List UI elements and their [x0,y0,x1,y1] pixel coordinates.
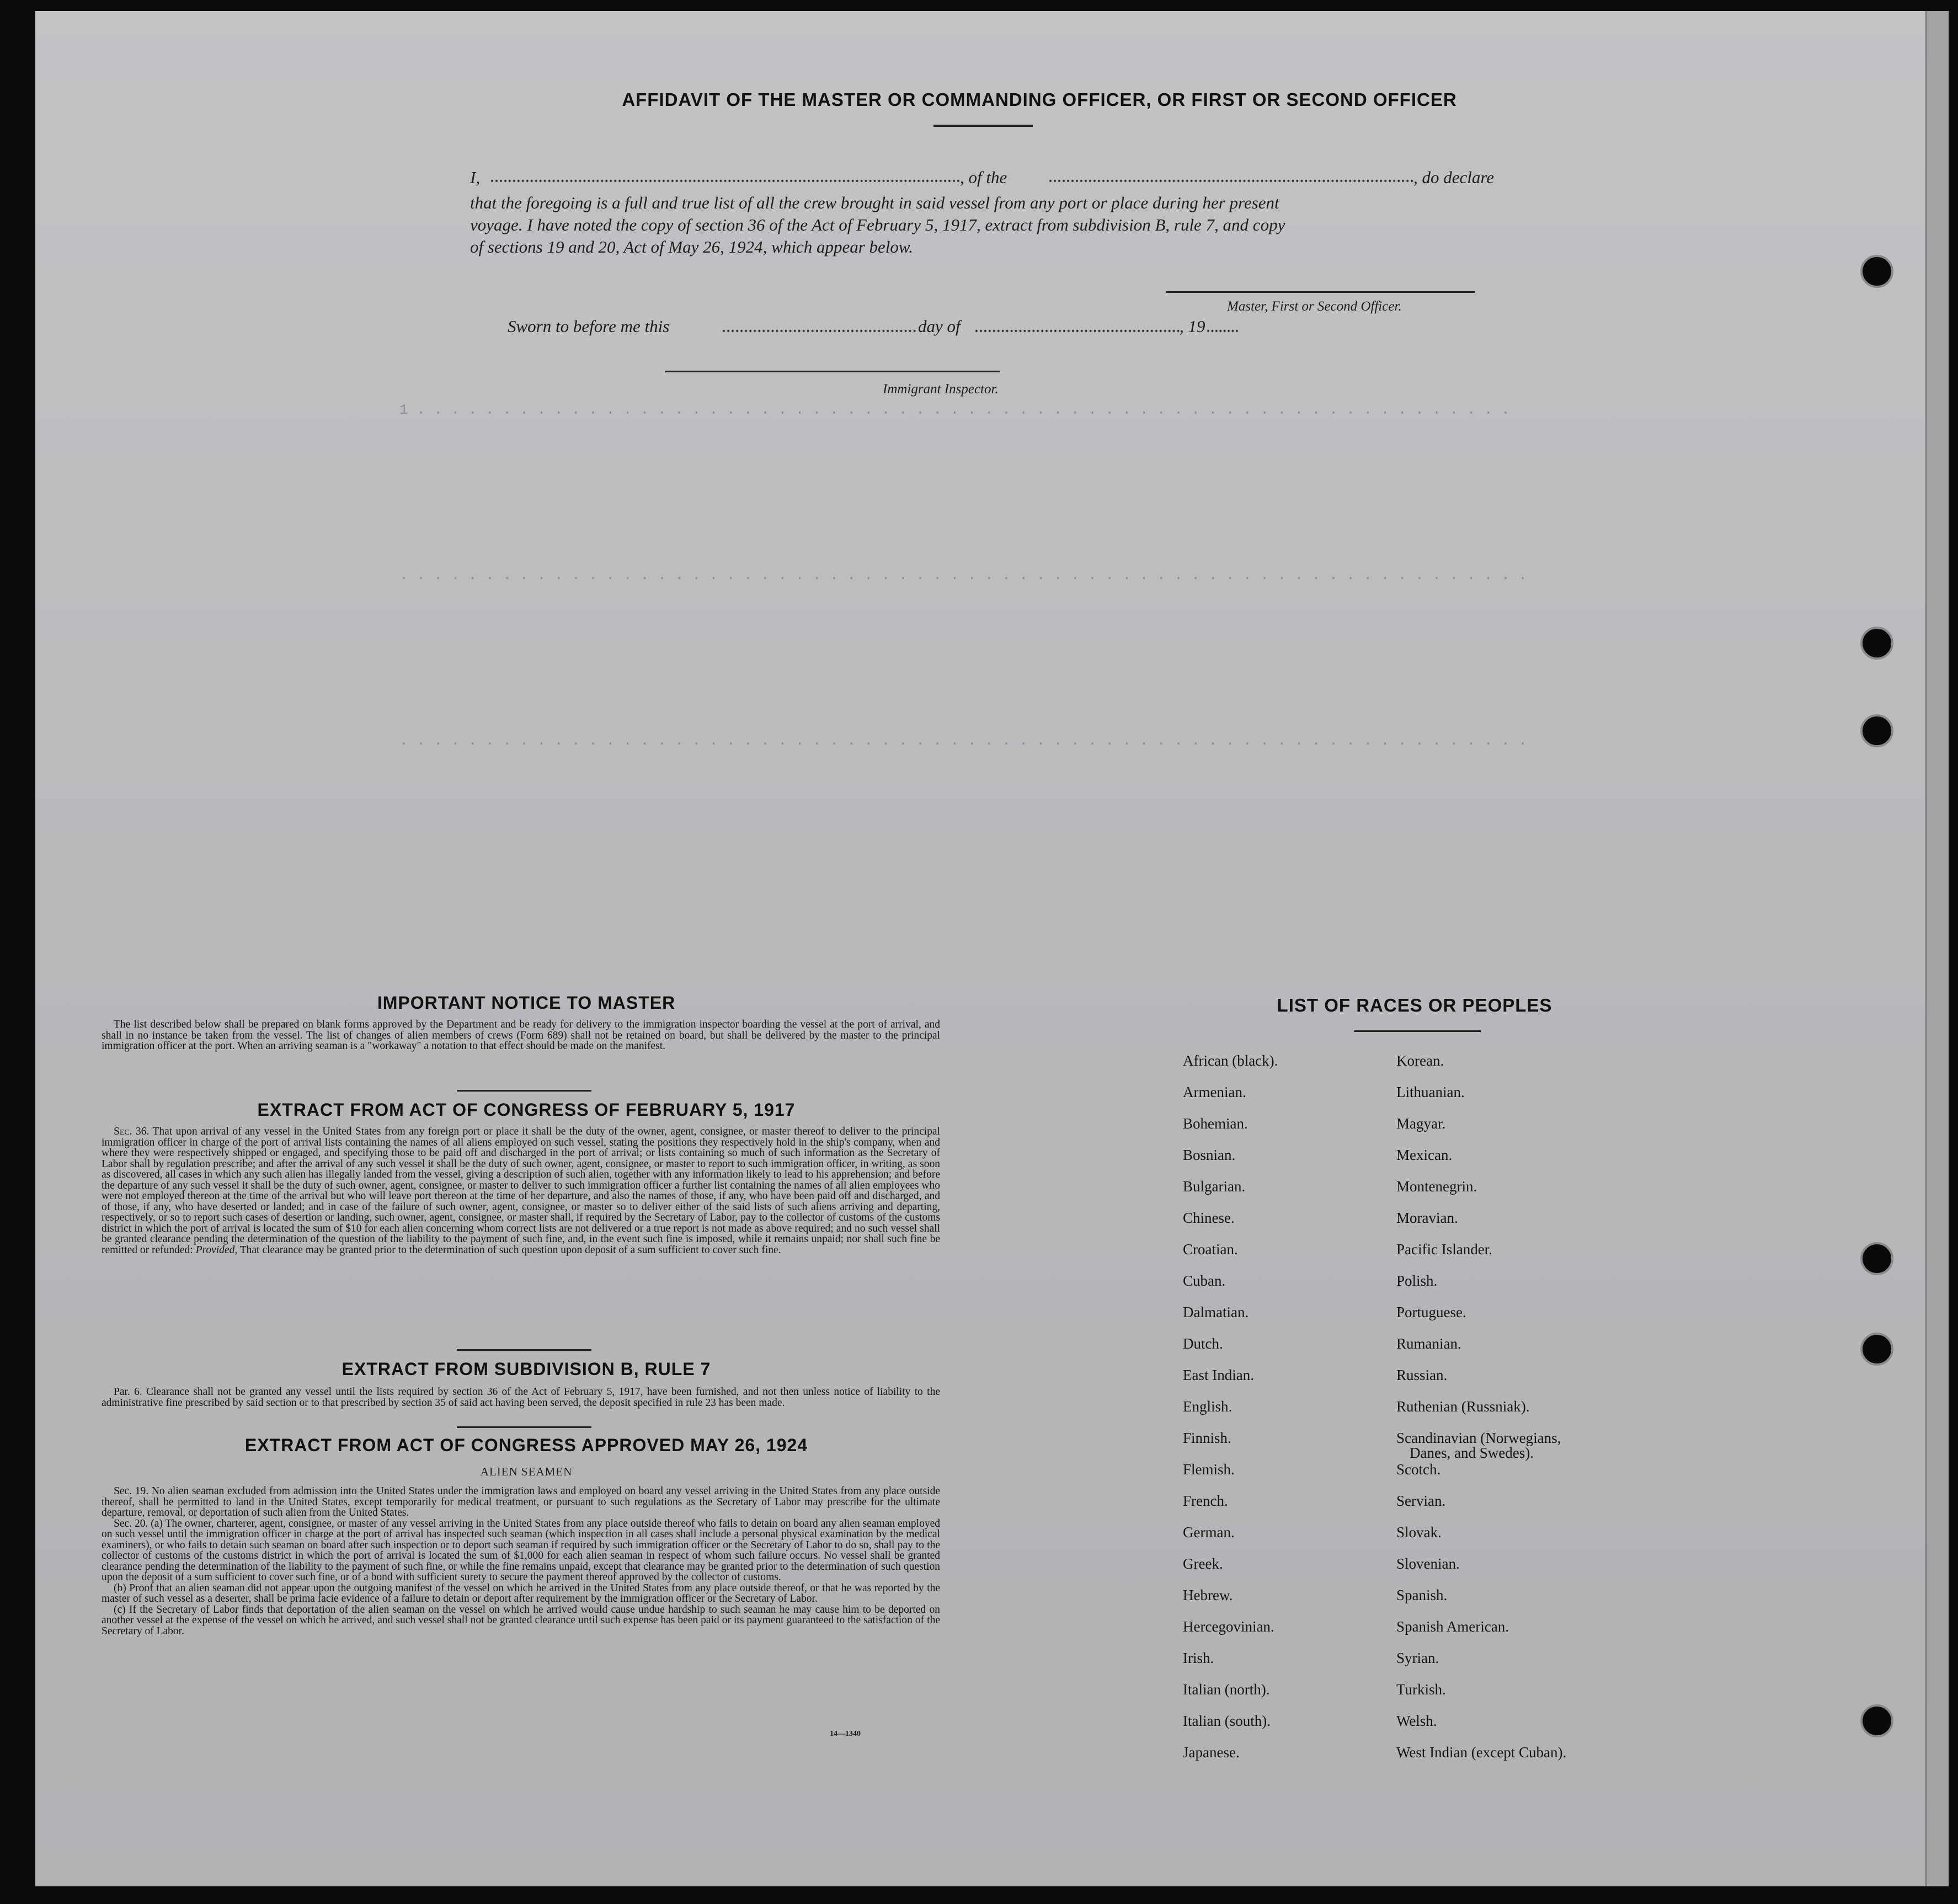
sec-19-paragraph: Sec. 19. No alien seaman excluded from admission into the United States under the immigration laws and employed on board any vessel arriving in the United States from any place outside thereof, shall be permitted to land in the United States, except temporarily for medical treatment, or pursuant to such regulations as the Secretary of Labor may prescribe for the ultimate departure, removal, or deportation of such alien from the United States. [102,1485,940,1518]
section-rule [457,1090,591,1092]
form-sheet [35,11,1925,1886]
race-item: Hercegovinian. [1183,1618,1274,1635]
provided-label: Provided, [195,1244,238,1256]
race-item: Ruthenian (Russniak). [1396,1398,1530,1415]
punch-hole [1860,1333,1893,1366]
rule-7-body [102,1387,940,1408]
sworn-year-field[interactable] [1207,330,1238,332]
sec-36-tail: That clearance may be granted prior to the determination of such question upon deposit of a sum sufficient to cover such fine. [239,1244,781,1256]
punch-hole [1860,1242,1893,1275]
sec-36-label: Sec. 36. [114,1126,150,1137]
race-item: Scandinavian (Norwegians, [1396,1430,1561,1446]
race-item: Portuguese. [1396,1304,1466,1320]
rule-7-title: EXTRACT FROM SUBDIVISION B, RULE 7 [342,1359,711,1379]
sec-36-paragraph [102,1126,940,1255]
race-item: Flemish. [1183,1461,1235,1478]
race-item: Chinese. [1183,1210,1235,1226]
race-item: Irish. [1183,1650,1214,1666]
race-item: Scotch. [1396,1461,1441,1478]
races-left-column [1183,1052,1370,1775]
sworn-month-field[interactable] [975,330,1180,332]
vessel-name-field[interactable] [1049,180,1413,182]
race-item: Syrian. [1396,1650,1439,1666]
race-item: Mexican. [1396,1147,1453,1163]
race-item: Magyar. [1396,1115,1446,1132]
race-item: Servian. [1396,1493,1446,1509]
sec-20b-paragraph: (b) Proof that an alien seaman did not appear upon the outgoing manifest of the vessel on which he arrived in the United States from any place outside thereof, or that he was reported by the master of such vessel as a deserter, shall be prima facie evidence of a failure to detain or deport after requirement by the immigration officer or the Secretary of Labor. [102,1582,940,1605]
race-item: Dalmatian. [1183,1304,1249,1320]
bleed-through-text: 1 . . . . . . . . . . . . . . . . . . . . . . . . . . . . . . . . . . . . . . . . . . . . . . . . . . . . . . . . . . . . . . . . [399,402,1510,418]
affidavit-do-declare: , do declare [1413,168,1495,187]
race-item: Bulgarian. [1183,1178,1246,1195]
affidavit-line-3: voyage. I have noted the copy of section 36 of the Act of February 5, 1917, extract from subdivision B, rule 7, and copy [470,215,1285,234]
race-item: Rumanian. [1396,1335,1461,1352]
race-item: English. [1183,1398,1233,1415]
race-item: East Indian. [1183,1367,1254,1383]
affidavit-title: AFFIDAVIT OF THE MASTER OR COMMANDING OFFICER, OR FIRST OR SECOND OFFICER [622,89,1457,110]
race-item: Spanish. [1396,1587,1448,1603]
race-item: Welsh. [1396,1713,1437,1729]
race-item: Montenegrin. [1396,1178,1477,1195]
race-item: Japanese. [1183,1744,1240,1761]
declarant-name-field[interactable] [491,180,960,182]
affidavit-of-the: , of the [960,168,1007,187]
race-item: Armenian. [1183,1084,1246,1100]
bleed-through-text: . . . . . . . . . . . . . . . . . . . . . . . . . . . . . . . . . . . . . . . . . . . . . . . . . . . . . . . . . . . . . . . . . . [399,732,1527,749]
punch-hole [1860,255,1893,288]
rule-7-paragraph: Par. 6. Clearance shall not be granted any vessel until the lists required by section 36 of the Act of February 5, 1917, have been furnished, and not then unless notice of liability to the administrative fine prescribed by said section or to that prescribed by section 35 of said act having been served, the deposit specified in rule 23 has been made. [102,1386,940,1409]
punch-hole [1860,627,1893,660]
master-signature-line[interactable] [1166,291,1475,293]
race-item: Spanish American. [1396,1618,1509,1635]
race-item: Pacific Islander. [1396,1241,1492,1258]
race-item: Bohemian. [1183,1115,1248,1132]
affidavit-line-2: that the foregoing is a full and true list of all the crew brought in said vessel from any port or place during her present [470,193,1279,212]
race-item: Slovak. [1396,1524,1442,1541]
notice-title: IMPORTANT NOTICE TO MASTER [377,993,676,1013]
year-label: , 19 [1180,317,1205,336]
race-item: Greek. [1183,1555,1223,1572]
race-item: Croatian. [1183,1241,1238,1258]
race-item: Finnish. [1183,1430,1231,1446]
act-1917-body [102,1126,940,1255]
race-item: Italian (south). [1183,1713,1271,1729]
notice-body [102,1019,940,1052]
form-number: 14—1340 [830,1730,861,1738]
race-item: Polish. [1396,1272,1438,1289]
punch-hole [1860,1704,1893,1737]
act-1924-title: EXTRACT FROM ACT OF CONGRESS APPROVED MAY 26, 1924 [244,1435,808,1455]
section-rule [457,1349,591,1351]
race-item: Cuban. [1183,1272,1226,1289]
inspector-signature-line[interactable] [665,371,1000,372]
punch-hole [1860,714,1893,747]
binding-edge [1925,11,1949,1886]
race-item: Moravian. [1396,1210,1458,1226]
bleed-through-text: . . . . . . . . . . . . . . . . . . . . . . . . . . . . . . . . . . . . . . . . . . . . . . . . . . . . . . . . . . . . . . . . . . [399,567,1527,584]
race-item: Bosnian. [1183,1147,1236,1163]
title-rule [933,125,1033,127]
race-item: Russian. [1396,1367,1448,1383]
race-item: Slovenian. [1396,1555,1460,1572]
affidavit-i: I, [470,168,481,187]
races-right-column [1396,1052,1645,1775]
act-1917-title: EXTRACT FROM ACT OF CONGRESS OF FEBRUARY 5, 1917 [257,1100,796,1120]
race-item: African (black). [1183,1052,1278,1069]
sworn-label: Sworn to before me this [508,317,670,336]
alien-seamen-subtitle: ALIEN SEAMEN [480,1465,573,1478]
act-1924-body [102,1486,940,1636]
master-signature-caption: Master, First or Second Officer. [1227,299,1402,314]
affidavit-line-4: of sections 19 and 20, Act of May 26, 1924, which appear below. [470,237,914,256]
sworn-day-field[interactable] [723,330,916,332]
inspector-caption: Immigrant Inspector. [883,382,999,397]
day-of-label: day of [918,317,961,336]
race-item: French. [1183,1493,1228,1509]
race-item: Korean. [1396,1052,1444,1069]
race-item: Italian (north). [1183,1681,1270,1698]
section-rule [457,1426,591,1428]
race-item: Lithuanian. [1396,1084,1465,1100]
sec-20a-paragraph: Sec. 20. (a) The owner, charterer, agent, consignee, or master of any vessel arriving in the United States from any place outside thereof who fails to detain on board any alien seaman employed on such vessel until the immigration officer in charge at the port of arrival has inspected such seaman (which inspection in all cases shall include a personal physical examination by the medical examiners), or who fails to detain such seaman on board after such inspection or to deport such seaman if required by such immigration officer or the Secretary of Labor to do so, shall pay to the collector of customs of the customs district in which the port of arrival is located the sum of $1,000 for each alien seaman in respect of whom such failure occurs. No vessel shall be granted clearance pending the determination of the liability to the payment of such fine, or while the fine remains unpaid, except that clearance may be granted prior to the determination of such question upon the deposit of a sum sufficient to cover such fine, or of a bond with sufficient surety to secure the payment thereof approved by the collector of customs. [102,1517,940,1583]
sec-20c-paragraph: (c) If the Secretary of Labor finds that deportation of the alien seaman on the vessel on which he arrived would cause undue hardship to such seaman he may cause him to be deported on another vessel at the expense of the vessel on which he arrived, and such vessel shall not be granted clearance until such expense has been paid or its payment guaranteed to the satisfaction of the Secretary of Labor. [102,1603,940,1637]
notice-paragraph: The list described below shall be prepared on blank forms approved by the Department and be ready for delivery to the immigration inspector boarding the vessel at the port of arrival, and shall in no instance be taken from the vessel. The list of changes of alien members of crews (Form 689) shall not be retained on board, but shall be delivered by the master to the principal immigration officer at the port. When an arriving seaman is a "workaway" a notation to that effect should be made on the manifest. [102,1019,940,1052]
race-item: Dutch. [1183,1335,1223,1352]
race-item: Turkish. [1396,1681,1446,1698]
races-title: LIST OF RACES OR PEOPLES [1277,995,1552,1015]
race-item: West Indian (except Cuban). [1396,1744,1567,1761]
race-item: German. [1183,1524,1235,1541]
race-item: Hebrew. [1183,1587,1233,1603]
sec-36-text: That upon arrival of any vessel in the United States from any foreign port or place it shall be the duty of the owner, agent, consignee, or master thereof to deliver to the principal immigration officer in charge of the port of arrival lists containing the names of all aliens employed on such vessel, stating the positions they respectively hold in the ship's company, when and where they were respectively shipped or engaged, and specifying those to be paid off and discharged in the port of arrival; or lists containing so much of such information as the Secretary of Labor shall by regulation prescribe; and after the arrival of any such vessel it shall be the duty of such owner, agent, consignee, or master to report to such immigration officer, in writing, as soon as discovered, all cases in which any such alien has illegally landed from the vessel, giving a description of such alien, together with any information likely to lead to his apprehension; and before the departure of any such vessel it shall be the duty of such owner, agent, consignee, or master to deliver to such immigration officer a further list containing the names of all alien employees who were not employed thereon at the time of the arrival but who will leave port thereon at the time of her departure, and also the names of those, if any, who have been paid off and discharged, and of those, if any, who have deserted or landed; and in case of the failure of such owner, agent, consignee, or master so to deliver either of the said lists of such aliens arriving and departing, respectively, or so to report such cases of desertion or landing, such owner, agent, consignee, or master shall, if required by the Secretary of Labor, pay to the collector of customs of the customs district in which the port of arrival is located the sum of $10 for each alien concerning whom correct lists are not delivered or a true report is not made as above required; and no such vessel shall be granted clearance pending the determination of the question of the liability to the payment of such fine, and, in the event such fine is imposed, while it remains unpaid; nor shall such fine be remitted or refunded: [102,1126,940,1256]
races-rule [1354,1030,1481,1032]
scandinavian-continuation: Danes, and Swedes). [1410,1445,1534,1461]
